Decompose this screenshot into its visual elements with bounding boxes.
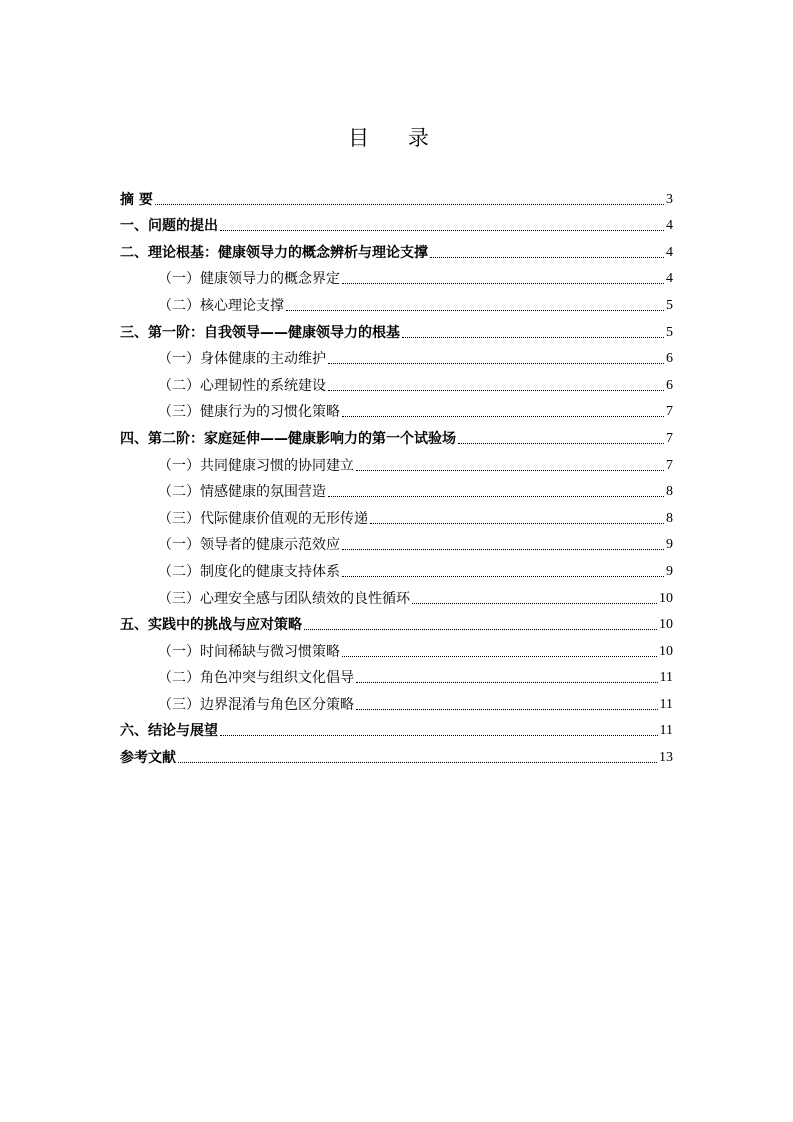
toc-entry-title: （三）边界混淆与角色区分策略: [158, 696, 354, 713]
toc-entry-title: （二）心理韧性的系统建设: [158, 377, 326, 394]
toc-page-number: 11: [659, 670, 673, 686]
toc-page-number: 8: [666, 484, 673, 500]
toc-entry[interactable]: [120, 501, 673, 528]
toc-page-number: 5: [666, 324, 673, 340]
toc-entry-title: 五、实践中的挑战与应对策略: [120, 617, 302, 634]
toc-dot-leader: [356, 682, 658, 683]
toc-entry-title: （一）时间稀缺与微习惯策略: [158, 643, 340, 660]
toc-page-number: 9: [666, 537, 673, 553]
toc-page-number: 6: [666, 377, 673, 393]
toc-entry-title: （二）角色冲突与组织文化倡导: [158, 670, 354, 687]
toc-page-number: 11: [659, 696, 673, 712]
toc-dot-leader: [178, 762, 657, 763]
toc-dot-leader: [458, 443, 664, 444]
toc-dot-leader: [356, 709, 658, 710]
toc-entry-title: （一）身体健康的主动维护: [158, 351, 326, 368]
toc-dot-leader: [328, 496, 664, 497]
toc-entry[interactable]: [120, 342, 673, 369]
toc-entry[interactable]: [120, 235, 673, 262]
toc-page-number: 4: [666, 218, 673, 234]
toc-entry-title: 六、结论与展望: [120, 723, 218, 740]
toc-page-number: 6: [666, 351, 673, 367]
toc-page-number: 3: [666, 191, 673, 207]
toc-entry[interactable]: [120, 687, 673, 714]
toc-dot-leader: [328, 363, 664, 364]
table-of-contents: [120, 182, 673, 767]
toc-entry[interactable]: [120, 288, 673, 315]
toc-dot-leader: [220, 230, 664, 231]
toc-entry[interactable]: [120, 661, 673, 688]
toc-entry-title: （一）共同健康习惯的协同建立: [158, 457, 354, 474]
toc-entry-title: （一）领导者的健康示范效应: [158, 537, 340, 554]
toc-entry[interactable]: [120, 714, 673, 741]
toc-entry[interactable]: [120, 395, 673, 422]
toc-page-number: 10: [659, 617, 673, 633]
toc-page-number: 9: [666, 563, 673, 579]
toc-page-number: 4: [666, 244, 673, 260]
toc-entry[interactable]: [120, 608, 673, 635]
toc-dot-leader: [220, 735, 658, 736]
toc-entry-title: 摘 要: [120, 191, 153, 208]
toc-entry[interactable]: [120, 262, 673, 289]
toc-dot-leader: [286, 310, 664, 311]
toc-page-number: 7: [666, 457, 673, 473]
toc-dot-leader: [155, 204, 664, 205]
page-title: 目 录: [348, 126, 445, 150]
toc-dot-leader: [430, 257, 664, 258]
toc-entry-title: （三）心理安全感与团队绩效的良性循环: [158, 590, 410, 607]
toc-entry[interactable]: [120, 528, 673, 555]
toc-entry-title: 一、问题的提出: [120, 218, 218, 235]
toc-entry[interactable]: [120, 182, 673, 209]
toc-dot-leader: [342, 549, 664, 550]
toc-dot-leader: [342, 576, 664, 577]
toc-entry-title: 参考文献: [120, 750, 176, 767]
toc-dot-leader: [342, 416, 664, 417]
toc-entry-title: （三）代际健康价值观的无形传递: [158, 510, 368, 527]
toc-entry[interactable]: [120, 421, 673, 448]
toc-page-number: 11: [659, 723, 673, 739]
toc-entry-title: （三）健康行为的习惯化策略: [158, 404, 340, 421]
toc-entry-title: （二）核心理论支撑: [158, 297, 284, 314]
toc-entry[interactable]: [120, 315, 673, 342]
toc-dot-leader: [342, 283, 664, 284]
toc-entry-title: （二）情感健康的氛围营造: [158, 484, 326, 501]
toc-page-number: 10: [659, 643, 673, 659]
toc-dot-leader: [304, 629, 657, 630]
toc-entry[interactable]: [120, 634, 673, 661]
toc-entry-title: （一）健康领导力的概念界定: [158, 271, 340, 288]
toc-entry[interactable]: [120, 581, 673, 608]
toc-page-number: 7: [666, 430, 673, 446]
toc-page-number: 4: [666, 271, 673, 287]
toc-dot-leader: [342, 656, 657, 657]
toc-entry[interactable]: [120, 740, 673, 767]
toc-dot-leader: [328, 390, 664, 391]
toc-page-number: 13: [659, 750, 673, 766]
toc-entry[interactable]: [120, 209, 673, 236]
toc-entry-title: 四、第二阶：家庭延伸——健康影响力的第一个试验场: [120, 430, 456, 447]
toc-entry[interactable]: [120, 554, 673, 581]
toc-entry-title: （二）制度化的健康支持体系: [158, 563, 340, 580]
toc-page-number: 10: [659, 590, 673, 606]
toc-entry-title: 二、理论根基：健康领导力的概念辨析与理论支撑: [120, 244, 428, 261]
toc-dot-leader: [402, 337, 664, 338]
toc-dot-leader: [412, 603, 657, 604]
toc-dot-leader: [370, 523, 664, 524]
toc-entry-title: 三、第一阶：自我领导——健康领导力的根基: [120, 324, 400, 341]
toc-entry[interactable]: [120, 448, 673, 475]
toc-page-number: 7: [666, 404, 673, 420]
toc-entry[interactable]: [120, 368, 673, 395]
toc-dot-leader: [356, 470, 664, 471]
toc-entry[interactable]: [120, 475, 673, 502]
toc-page-number: 8: [666, 510, 673, 526]
toc-page-number: 5: [666, 297, 673, 313]
